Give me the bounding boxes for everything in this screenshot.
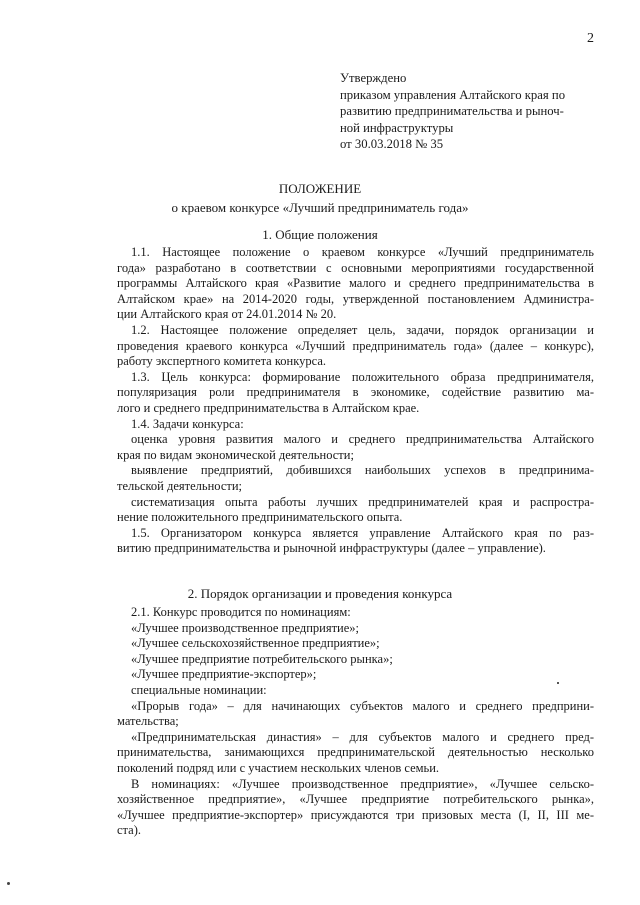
section-2-heading: 2. Порядок организации и проведения конкурса	[187, 586, 453, 601]
text-line: систематизация опыта работы лучших предпринимателей края и распростра-	[131, 494, 594, 509]
text-line: «Предпринимательская династия» – для субъектов малого и среднего пред-	[131, 729, 594, 744]
section-1-heading: 1. Общие положения	[262, 227, 378, 242]
approval-line: развитию предпринимательства и рыноч-	[340, 104, 564, 119]
text-line: специальные номинации:	[131, 682, 267, 697]
text-line: лого и среднего предпринимательства в Алтайском крае.	[117, 400, 420, 415]
text-line: принимательства, занимающихся предпринимательской деятельностью несколько	[117, 745, 594, 760]
text-line: Алтайском крае» на 2014-2020 годы, утвержденной постановлением Администра-	[117, 291, 594, 306]
text-line: «Лучшее предприятие-экспортер» присуждаются три призовых места (I, II, III ме-	[117, 807, 594, 822]
approval-block	[340, 70, 602, 153]
text-line: выявление предприятий, добившихся наибольших успехов в предпринима-	[131, 463, 594, 478]
text-line: «Лучшее предприятие потребительского рынка»;	[131, 651, 393, 666]
scan-speck	[557, 682, 559, 684]
approval-line: ной инфраструктуры	[340, 120, 454, 135]
text-line: 1.5. Организатором конкурса является управление Алтайского края по раз-	[131, 525, 594, 540]
text-line: 1.3. Цель конкурса: формирование положительного образа предпринимателя,	[131, 369, 594, 384]
text-line: нение положительного предпринимательского опыта.	[117, 510, 403, 525]
text-line: 2.1. Конкурс проводится по номинациям:	[131, 605, 351, 619]
text-line: «Лучшее предприятие-экспортер»;	[131, 667, 317, 682]
document-title: ПОЛОЖЕНИЕ	[278, 181, 362, 196]
approval-line: приказом управления Алтайского края по	[340, 87, 566, 102]
text-line: мательства;	[117, 714, 179, 729]
text-line: края по видам экономической деятельности;	[117, 447, 354, 462]
text-line: витию предпринимательства и рыночной инфраструктуры (далее – управление).	[117, 541, 546, 556]
document-subtitle: о краевом конкурсе «Лучший предприниматель года»	[171, 200, 469, 215]
approval-line: Утверждено	[340, 71, 407, 85]
text-line: «Прорыв года» – для начинающих субъектов малого и среднего предприни-	[131, 698, 594, 713]
text-line: «Лучшее производственное предприятие»;	[131, 620, 360, 635]
text-line: ции Алтайского края от 24.01.2014 № 20.	[117, 307, 337, 322]
text-line: поколений подряд или с участием нескольких членов семьи.	[117, 760, 440, 775]
text-line: 1.4. Задачи конкурса:	[131, 416, 244, 431]
text-line: «Лучшее сельскохозяйственное предприятие»;	[131, 636, 380, 651]
approval-line: от 30.03.2018 № 35	[340, 137, 444, 152]
text-line: 1.2. Настоящее положение определяет цель, задачи, порядок организации и	[131, 322, 594, 337]
section-1-body	[117, 245, 594, 557]
scan-speck	[7, 882, 10, 885]
text-line: хозяйственное предприятие», «Лучшее предприятие потребительского рынка»,	[117, 792, 594, 807]
text-line: года» разработано в соответствии с основными мероприятиями государственной	[117, 260, 594, 275]
text-line: программы Алтайского края «Развитие малого и среднего предпринимательства в	[117, 276, 594, 291]
text-line: популяризация роли предпринимателя в экономике, содействие развитию ма-	[117, 385, 594, 400]
text-line: 1.1. Настоящее положение о краевом конкурсе «Лучший предприниматель	[131, 245, 594, 259]
text-line: проведения краевого конкурса «Лучший предприниматель года» (далее – конкурс),	[117, 338, 594, 353]
section-2-body	[117, 605, 594, 839]
text-line: работу экспертного комитета конкурса.	[117, 354, 327, 369]
text-line: ста).	[117, 823, 141, 838]
page-number: 2	[587, 31, 594, 46]
text-line: В номинациях: «Лучшее производственное предприятие», «Лучшее сельско-	[131, 776, 594, 791]
text-line: оценка уровня развития малого и среднего предпринимательства Алтайского	[131, 432, 594, 447]
text-line: тельской деятельности;	[117, 478, 243, 493]
